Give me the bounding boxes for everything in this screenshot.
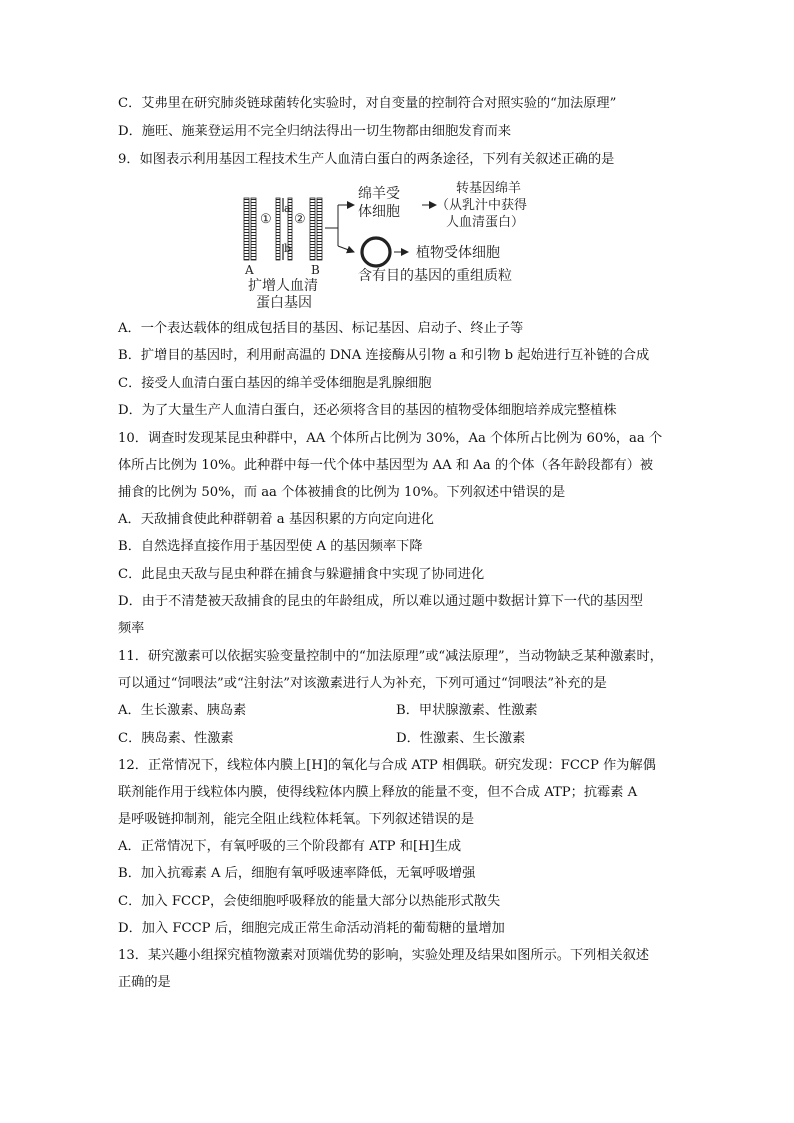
q12-option-a: A．正常情况下，有氧呼吸的三个阶段都有 ATP 和[H]生成: [118, 839, 462, 854]
q10-option-d-line1: D．由于不清楚被天敌捕食的昆虫的年龄组成，所以难以通过题中数据计算下一代的基因型: [118, 594, 643, 609]
gene-engineering-figure: [236, 180, 536, 312]
q11-option-b: B．甲状腺激素、性激素: [396, 703, 538, 718]
figure-caption-line1: 扩增人血清: [248, 278, 318, 294]
q12-option-b: B．加入抗霉素 A 后，细胞有氧呼吸速率降低，无氧呼吸增强: [118, 866, 476, 881]
branch-arrows: [325, 205, 354, 252]
figure-caption-line2: 蛋白基因: [256, 295, 312, 311]
primer-b-label: b: [284, 242, 292, 255]
q9-stem: 9．如图表示利用基因工程技术生产人血清白蛋白的两条途径，下列有关叙述正确的是: [118, 152, 615, 167]
q10-option-d-line2: 频率: [118, 621, 145, 636]
q12-stem-line2: 联剂能作用于线粒体内膜，使得线粒体内膜上释放的能量不变，但不合成 ATP；抗霉素 A: [118, 785, 638, 800]
plasmid-label: 含有目的基因的重组质粒: [358, 268, 512, 284]
q12-option-c: C．加入 FCCP，会使细胞呼吸释放的能量大部分以热能形式散失: [118, 894, 501, 909]
step-1-label: ①: [260, 212, 272, 227]
q10-option-a: A．天敌捕食使此种群朝着 a 基因积累的方向定向进化: [118, 512, 434, 527]
q9-option-b: B．扩增目的基因时，利用耐高温的 DNA 连接酶从引物 a 和引物 b 起始进行互补链的合成: [118, 348, 650, 363]
q13-stem-line2: 正确的是: [118, 975, 171, 990]
step-2-label: ②: [294, 212, 306, 227]
sheep-cell-line1: 绵羊受: [358, 186, 400, 202]
transgenic-sheep-line3: 人血清蛋白）: [446, 215, 525, 230]
transgenic-sheep-line2: （从乳汁中获得: [436, 198, 528, 213]
q10-stem-line2: 体所占比例为 10%。此种群中每一代个体中基因型为 AA 和 Aa 的个体（各年龄段都有）被: [118, 458, 654, 473]
dna-b: [310, 198, 322, 260]
q11-option-c: C．胰岛素、性激素: [118, 731, 234, 746]
q11-option-d: D．性激素、生长激素: [396, 731, 526, 746]
q12-stem-line1: 12．正常情况下，线粒体内膜上[H]的氧化与合成 ATP 相偶联。研究发现：FCCP 作为解偶: [118, 758, 656, 773]
primer-a-label: a: [284, 202, 291, 215]
label-a: A: [245, 263, 254, 277]
dna-a: [244, 198, 256, 260]
label-b: B: [311, 263, 320, 277]
q9-option-c: C．接受人血清白蛋白基因的绵羊受体细胞是乳腺细胞: [118, 376, 432, 391]
sheep-cell-line2: 体细胞: [358, 204, 400, 220]
q10-option-b: B．自然选择直接作用于基因型使 A 的基因频率下降: [118, 539, 423, 554]
q9-option-a: A．一个表达载体的组成包括目的基因、标记基因、启动子、终止子等: [118, 321, 524, 336]
q13-stem-line1: 13．某兴趣小组探究植物激素对顶端优势的影响，实验处理及结果如图所示。下列相关叙述: [118, 948, 650, 963]
q8-option-c: C．艾弗里在研究肺炎链球菌转化实验时，对自变量的控制符合对照实验的“加法原理”: [118, 96, 617, 111]
q8-option-d: D．施旺、施莱登运用不完全归纳法得出一切生物都由细胞发育而来: [118, 124, 512, 139]
plasmid-icon: [362, 238, 390, 266]
q12-stem-line3: 是呼吸链抑制剂，能完全阻止线粒体耗氧。下列叙述错误的是: [118, 812, 475, 827]
q10-stem-line1: 10．调查时发现某昆虫种群中，AA 个体所占比例为 30%，Aa 个体所占比例为 60%，aa 个: [118, 431, 663, 446]
q10-option-c: C．此昆虫天敌与昆虫种群在捕食与躲避捕食中实现了协同进化: [118, 567, 485, 582]
q9-option-d: D．为了大量生产人血清白蛋白，还必须将含目的基因的植物受体细胞培养成完整植株: [118, 403, 617, 418]
q11-option-a: A．生长激素、胰岛素: [118, 703, 247, 718]
plant-cell-label: 植物受体细胞: [416, 245, 500, 261]
transgenic-sheep-line1: 转基因绵羊: [456, 181, 522, 196]
figure-svg: [236, 180, 536, 312]
q10-stem-line3: 捕食的比例为 50%，而 aa 个体被捕食的比例为 10%。下列叙述中错误的是: [118, 485, 566, 500]
q11-stem-line1: 11．研究激素可以依据实验变量控制中的“加法原理”或“减法原理”，当动物缺乏某种激素时，: [118, 649, 663, 664]
q11-stem-line2: 可以通过“饲喂法”或“注射法”对该激素进行人为补充，下列可通过“饲喂法”补充的是: [118, 676, 607, 691]
q12-option-d: D．加入 FCCP 后，细胞完成正常生命活动消耗的葡萄糖的量增加: [118, 921, 505, 936]
